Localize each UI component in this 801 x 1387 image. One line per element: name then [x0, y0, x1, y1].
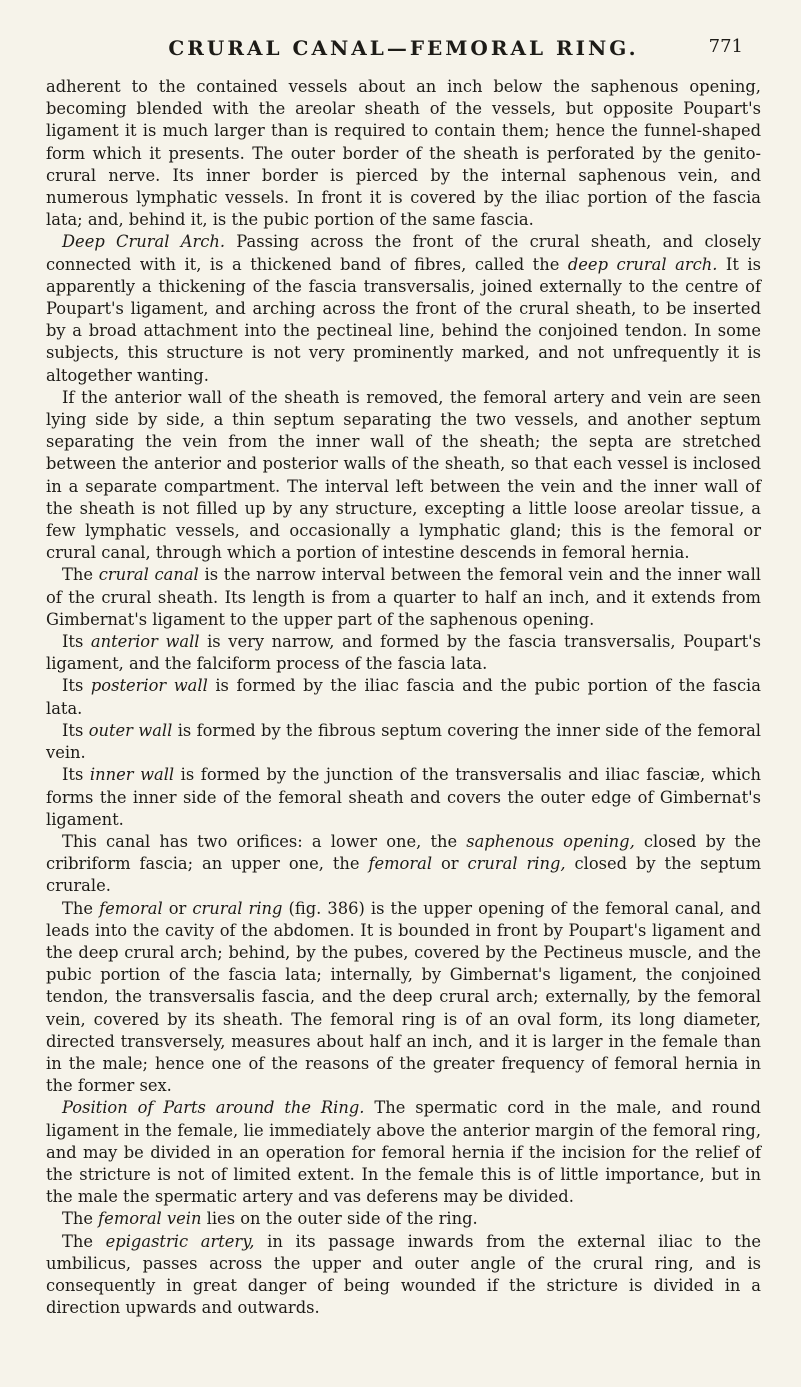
paragraph-septa: If the anterior wall of the sheath is removed, the femoral artery and vein are seen lying side by side, a thin septum separating the two vessels, and another septum separating the vein from the inner wall of the sheath; the septa are stretched between the anterior and posterior walls of the sheath, so that each vessel is inclosed in a separate compartment. The interval left between the vein and the inner wall of the sheath is not filled up by any structure, excepting a little loose areolar tissue, a few lymphatic vessels, and occasionally a lymphatic gland; this is the femoral or crural canal, through which a portion of intestine descends in femoral hernia. — [46, 387, 761, 563]
paragraph-orifices: This canal has two orifices: a lower one, the saphenous opening, closed by the cribriform fascia; an upper one, the femoral or crural ring, closed by the septum crurale. — [46, 831, 762, 896]
paragraph-sheath: adherent to the contained vessels about an inch below the saphenous opening, becoming blended with the areolar sheath of the vessels, but opposite Poupart's ligament it is much larger than is required to contain them; hence the funnel-shaped form which it presents. The outer border of the sheath is perforated by the genito-crural nerve. Its inner border is pierced by the internal saphenous vein, and numerous lymphatic vessels. In front it is covered by the iliac portion of the fascia lata; and, behind it, is the pubic portion of the same fascia. — [46, 77, 761, 230]
paragraph-position-of-parts: Position of Parts around the Ring. The spermatic cord in the male, and round ligament in the female, lie immediately above the anterior margin of the femoral ring, and may be divided in an operation for femoral hernia if the incision for the relief of the stricture is not of limited extent. In the female this is of little importance, but in the male the spermatic artery and vas deferens may be divided. — [46, 1098, 761, 1207]
paragraph-femoral-vein: The femoral vein lies on the outer side of the ring. — [62, 1209, 478, 1229]
paragraph-deep-crural-arch: Deep Crural Arch. Passing across the front of the crural sheath, and closely connected with it, is a thickened band of fibres, called the deep crural arch. It is apparently a thickening of the fascia transversalis, joined externally to the centre of Poupart's ligament, and arching across the front of the crural sheath, to be inserted by a broad attachment into the pectineal line, behind the conjoined tendon. In some subjects, this structure is not very prominently marked, and not unfrequently it is altogether wanting. — [46, 232, 761, 385]
paragraph-outer-wall: Its outer wall is formed by the fibrous septum covering the inner side of the femoral vein. — [46, 720, 761, 763]
book-page — [0, 24, 801, 1387]
paragraph-posterior-wall: Its posterior wall is formed by the iliac fascia and the pubic portion of the fascia lata. — [46, 676, 761, 718]
page-number: 771 — [708, 36, 743, 57]
body-text — [46, 76, 761, 1319]
paragraph-femoral-ring: The femoral or crural ring (fig. 386) is the upper opening of the femoral canal, and leads into the cavity of the abdomen. It is bounded in front by Poupart's ligament and the deep crural arch; behind, by the pubes, covered by the Pectineus muscle, and the pubic portion of the fascia lata; internally, by Gimbernat's ligament, the conjoined tendon, the transversalis fascia, and the deep crural arch; externally, by the femoral vein, covered by its sheath. The femoral ring is of an oval form, its long diameter, directed transversely, measures about half an inch, and it is larger in the female than in the male; hence one of the reasons of the greater frequency of femoral hernia in the former sex. — [46, 898, 762, 1096]
paragraph-crural-canal: The crural canal is the narrow interval between the femoral vein and the inner wall of the crural sheath. Its length is from a quarter to half an inch, and it extends from Gimbernat's ligament to the upper part of the saphenous opening. — [46, 565, 762, 629]
paragraph-inner-wall: Its inner wall is formed by the junction of the transversalis and iliac fasciæ, which forms the inner side of the femoral sheath and covers the outer edge of Gimbernat's ligament. — [46, 765, 761, 829]
section-heading-deep-crural-arch: Deep Crural Arch. — [62, 232, 226, 252]
section-heading-position-of-parts: Position of Parts around the Ring. — [62, 1098, 365, 1118]
running-head: CRURAL CANAL—FEMORAL RING. — [168, 36, 639, 60]
page-header — [46, 24, 761, 72]
paragraph-epigastric-artery: The epigastric artery, in its passage inwards from the external iliac to the umbilicus, passes across the upper and outer angle of the crural ring, and is consequently in great danger of being wounded if the stricture is divided in a direction upwards and outwards. — [46, 1231, 761, 1318]
paragraph-anterior-wall: Its anterior wall is very narrow, and formed by the fascia transversalis, Poupart's ligament, and the falciform process of the fascia lata. — [46, 632, 761, 674]
